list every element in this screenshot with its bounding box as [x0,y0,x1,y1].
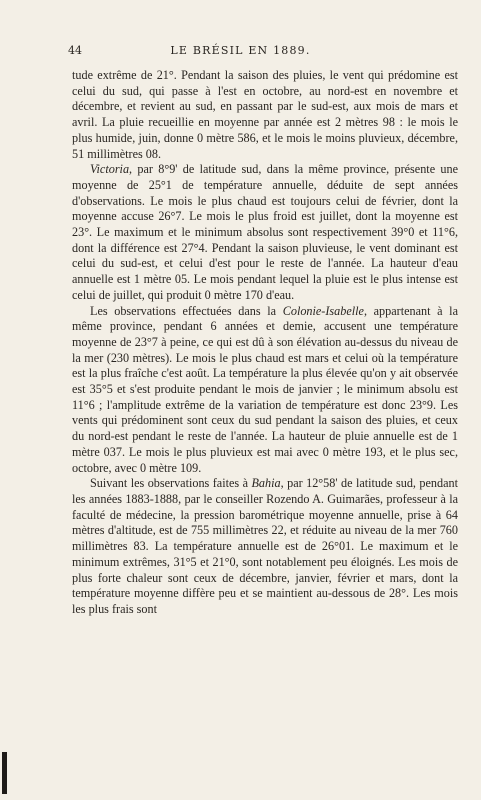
place-name: Victoria [90,162,130,177]
text-segment: , par 8°9' de latitude sud, dans la même province, présente une moyenne de 25°1 de température annuelle, déduite de sept années d'observations. Le mois le plus chaud est toujours celui de février, dont la moyenne accuse 26°7. Le mois le plus froid est juillet, dont la moyenne est 23°. Le maximum et le minimum absolus sont respectivement 39°0 et 11°6, dont la différence est 27°4. Pendant la saison pluvieuse, le vent dominant est celui du sud-est, et celui d'est pour le reste de l'année. La hauteur d'eau annuelle est 1 mètre 05. Le mois pendant lequel la pluie est le plus intense est celui de juillet, qui produit 0 mètre 170 d'eau. [72,162,458,302]
text-segment: , appartenant à la même province, pendant 6 années et demie, accusent une température moyenne de 23°7 à peine, ce qui est dû à son élévation au-dessus du niveau de la mer (230 mètres). Le mois le plus chaud est mars et celui où la température est la plus fraîche c'est août. La température la plus élevée qu'on y ait observée est 35°5 et s'est produite pendant le mois de janvier ; le minimum absolu est 11°6 ; l'amplitude extrême de la variation de température est donc 23°9. Les vents qui prédominent sont ceux du sud pendant la saison des pluies, et ceux du nord-est pendant le reste de l'année. La hauteur de pluie annuelle est de 1 mètre 037. Le mois le plus pluvieux est mai avec 0 mètre 193, et le plus sec, octobre, avec 0 mètre 109. [72,303,458,475]
paragraph-colonie-isabelle [72,304,458,477]
paragraph-bahia [72,476,458,617]
paragraph-rio-continuation [72,68,458,162]
body-text [72,68,458,618]
paragraph-victoria [72,162,458,303]
scan-margin-mark [2,752,7,794]
text-segment: Les observations effectuées dans la [90,303,283,318]
text-segment: , par 12°58' de latitude sud, pendant les années 1883-1888, par le conseiller Rozendo A. Guimarães, professeur à la faculté de médecine, la pression barométrique moyenne annuelle, prise à 64 mètres d'altitude, est de 755 millimètres 22, et réduite au niveau de la mer 760 millimètres 83. La température annuelle est de 26°01. Le maximum et le minimum extrêmes, 31°5 et 21°0, sont notablement peu éloignés. Les mois de plus forte chaleur sont ceux de décembre, janvier, février et mars, dont la température moyenne diffère peu et se maintient au-dessous de 28°. Les mois les plus frais sont [72,476,458,616]
page-header [0,44,481,60]
place-name: Bahia [251,476,281,491]
running-title: LE BRÉSIL EN 1889. [170,44,311,57]
text-segment: Suivant les observations faites à [90,476,252,491]
text-segment: tude extrême de 21°. Pendant la saison des pluies, le vent qui prédomine est celui du sud, qui passe à l'est en octobre, au nord-est en novembre et décembre, et revient au sud, en passant par le sud-est, aux mois de mars et avril. La pluie recueillie en moyenne par année est 2 mètres 98 : le mois le plus humide, juin, donne 0 mètre 586, et le mois le moins pluvieux, décembre, 51 millimètres 08. [72,68,458,161]
place-name: Colonie-Isabelle [282,303,364,318]
page-number: 44 [68,44,82,57]
